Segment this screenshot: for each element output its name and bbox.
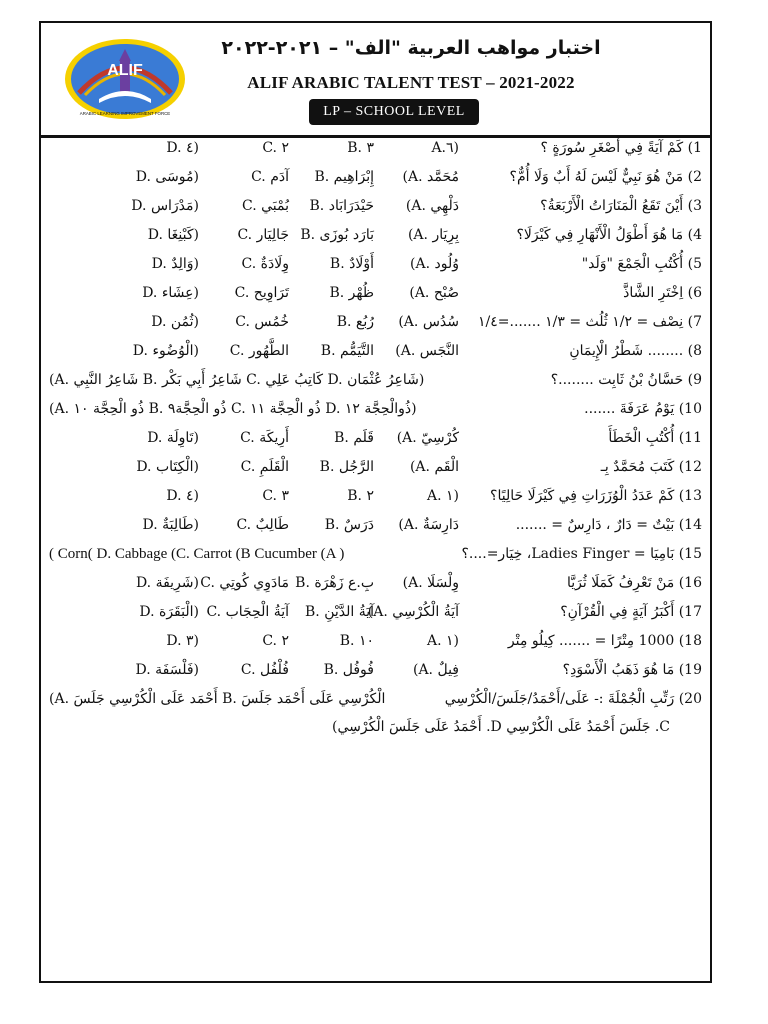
question-text: 20) رَتِّبِ الْجُمْلَةَ :- عَلَى/أَحْمَدُ/جَلَسَ/الْكُرْسِي xyxy=(444,691,702,707)
option-c: C. فُلْفُل xyxy=(240,662,289,678)
option-a: (A. وِلْسَلَا xyxy=(402,575,459,591)
option-d: D. طَالِبَةٌ) xyxy=(142,517,199,533)
option-b: B. إِبْرَاهِيم xyxy=(314,169,374,185)
level-badge: LP – SCHOOL LEVEL xyxy=(309,99,479,125)
option-b: B. قَلَم xyxy=(334,430,374,446)
option-d: D. الْوُضُوء) xyxy=(132,343,199,359)
option-d: D. شَرِيفَة) xyxy=(135,575,199,591)
question-row xyxy=(41,454,710,480)
option-b: B. الرَّجُل xyxy=(319,459,374,475)
option-b: B. التَّيَمُّم xyxy=(320,343,374,359)
question-options: (A. ذُو الْحِجَّة ١٠ B. ذُو الْحِجَّة٩ C. ذُو الْحِجَّة ١١ D. ذُوالْحِجَّة ١٢) xyxy=(49,401,417,417)
option-a: A. ١) xyxy=(426,633,459,649)
option-a: (A. آيَةُ الْكُرْسِي xyxy=(367,604,459,620)
question-row xyxy=(41,425,710,451)
option-a: (A. النَّجَس xyxy=(395,343,459,359)
option-c: C. ٢ xyxy=(262,633,289,649)
question-row xyxy=(41,599,710,625)
question-text: 4) مَا هُوَ أَطْوَلُ الْأَنْهَارِ فِي كَيْرَلَا؟ xyxy=(516,227,702,243)
option-c: C. ٢ xyxy=(262,140,289,156)
option-c: C. وِلَادَةٌ xyxy=(241,256,289,272)
option-a: (A. دَلْهِي xyxy=(405,198,459,214)
logo-text: ALIF xyxy=(107,62,143,79)
option-a: (A. وُلُود xyxy=(410,256,459,272)
option-c: C. جَالِيَار xyxy=(237,227,289,243)
question-options: (A. أَحْمَد عَلَى الْكُرْسِي جَلَسَ B. الْكُرْسِي عَلَى أَحْمَد جَلَسَ xyxy=(49,691,386,707)
option-b: B. حَيْدَرَابَاد xyxy=(309,198,374,214)
question-row xyxy=(41,193,710,219)
question-row xyxy=(41,512,710,538)
option-b: B. أَوْلَادٌ xyxy=(329,256,374,272)
option-c: C. الْقَلَمِ xyxy=(240,459,289,475)
alif-logo xyxy=(63,37,187,121)
title-arabic: اختبار مواهب العربية "الف" – ٢٠٢١-٢٠٢٢ xyxy=(221,37,601,59)
question-row xyxy=(41,251,710,277)
option-d: D. تَاوِلَة) xyxy=(147,430,199,446)
question-row xyxy=(41,657,710,683)
question-text: 15) بَامِيَا = Ladies Finger، خِيَار=....؟ xyxy=(461,546,702,562)
question-text: 10) يَوْمُ عَرَفَةَ ....... xyxy=(584,401,702,417)
option-a: (A. الْقَم xyxy=(409,459,459,475)
option-c: C. تَرَاوِيح xyxy=(234,285,289,301)
question-row xyxy=(41,541,710,567)
option-a: A. ١) xyxy=(426,488,459,504)
question-row xyxy=(41,222,710,248)
option-a: (A. فِيلٌ xyxy=(412,662,459,678)
question-row xyxy=(41,686,710,712)
logo-tagline: ARABIC LEARNING IMPROVEMENT FORCE xyxy=(79,111,171,116)
question-text: 7) نِصْف = ١/٢ ثُلُث = ١/٣ .......=١/٤ xyxy=(478,314,702,330)
option-b: B. دَرَسٌ xyxy=(324,517,374,533)
question-text: 13) كَمْ عَدَدُ الْوُزَرَاتِ فِي كَيْرَلَا حَالِيًا؟ xyxy=(490,488,702,504)
question-row xyxy=(41,396,710,422)
option-b: B. ٣ xyxy=(347,140,374,156)
option-a: (A. سُدُس xyxy=(398,314,459,330)
option-a: (A. كُرْسِيّ xyxy=(396,430,459,446)
option-d: D. عِشَاء) xyxy=(142,285,199,301)
question-text: 12) كَتَبَ مُحَمَّدٌ بِـ xyxy=(600,459,702,475)
option-b: B. بِ.ع زَهْرَة xyxy=(295,575,374,591)
question-row xyxy=(41,367,710,393)
question-text: 8) ........ شَطْرُ الْإِيمَانِ xyxy=(569,343,702,359)
title-english: ALIF ARABIC TALENT TEST – 2021-2022 xyxy=(247,73,575,92)
question-text: 19) مَا هُوَ ذَهَبُ الْأَسْوَدِ؟ xyxy=(562,662,702,678)
option-c: C. ٣ xyxy=(262,488,289,504)
test-sheet xyxy=(39,21,712,983)
question-row xyxy=(41,570,710,596)
question-row xyxy=(41,338,710,364)
question-text: 2) مَنْ هُوَ نَبِيٌّ لَيْسَ لَهُ أَبٌ وَلَا أُمٌّ؟ xyxy=(509,169,702,185)
option-c: C. مَادَوِي كُوتِي xyxy=(200,575,289,591)
question-options: (A. شَاعِرُ النَّبِي B. شَاعِرُ أَبِي بَكْر C. كَاتِبُ عَلِي D. شَاعِرُ عُثْمَان) xyxy=(49,372,425,388)
option-a: (A. بِرِيَار xyxy=(407,227,459,243)
question-row xyxy=(41,280,710,306)
question-text: 17) أَكْبَرُ آيَةٍ فِي الْقُرْآنِ؟ xyxy=(560,604,702,620)
question-text: 5) أُكْتُبِ الْجَمْعَ "وَلَد" xyxy=(581,256,702,272)
question-row xyxy=(41,628,710,654)
option-b: B. رُبُع xyxy=(336,314,374,330)
question-text: 1) كَمْ آيَةً فِي أَصْغَرِ سُورَةٍ ؟ xyxy=(540,140,702,156)
option-c: C. آدَم xyxy=(251,169,289,185)
question-options: C. جَلَسَ أَحْمَدُ عَلَى الْكُرْسِي D. أَحْمَدُ عَلَى جَلَسَ الْكُرْسِي) xyxy=(332,719,670,735)
option-c: C. الطَّهُور xyxy=(229,343,289,359)
option-d: D. ٤) xyxy=(166,140,199,156)
option-b: B. آيَةُ الدَّيْنِ xyxy=(304,604,374,620)
option-d: D. الْبَقَرَة) xyxy=(139,604,199,620)
option-b: B. ظُهْر xyxy=(329,285,374,301)
question-text: 9) حَسَّانُ بْنُ ثَابِت ........؟ xyxy=(550,372,702,388)
question-text: 11) أُكْتُبِ الْخَطَأَ xyxy=(608,430,702,446)
option-d: D. فَلْسَفَة) xyxy=(135,662,199,678)
option-b: B. ٢ xyxy=(347,488,374,504)
option-d: D. ٤) xyxy=(166,488,199,504)
option-c: C. أَرِيكَة xyxy=(240,430,289,446)
option-b: B. ١٠ xyxy=(339,633,374,649)
option-c: C. بُمْبَي xyxy=(241,198,289,214)
option-d: D. ثُمُن) xyxy=(151,314,199,330)
question-row xyxy=(41,164,710,190)
option-c: C. آيَةُ الْحِجَاب xyxy=(206,604,289,620)
option-d: D. الْكِتَاب) xyxy=(136,459,199,475)
option-b: B. بَارَد بُوزَى xyxy=(300,227,374,243)
option-a: (A. مُحَمَّد xyxy=(402,169,459,185)
option-a: (A. دَارِسَةٌ xyxy=(398,517,459,533)
question-row xyxy=(41,483,710,509)
question-text: 3) أَيْنَ تَقَعُ الْمَنَارَاتُ الْأَرْبَعَةُ؟ xyxy=(540,198,702,214)
option-d: D. مُوسَى) xyxy=(135,169,199,185)
question-text: 18) 1000 مِتْرًا = ....... كِيلُو مِتْر xyxy=(507,633,702,649)
option-a: A.٦) xyxy=(431,140,459,156)
option-c: C. خُمُس xyxy=(235,314,289,330)
question-row xyxy=(41,309,710,335)
question-text: 6) اِخْتَرِ الشَّاذَّ xyxy=(623,285,702,301)
option-a: (A. صُبْح xyxy=(409,285,459,301)
option-d: D. وَالِدٌ) xyxy=(151,256,199,272)
question-text: 16) مَنْ تَعْرِفُ كَمَلَا ثُرَيَّا xyxy=(566,575,702,591)
option-d: D. كَبْنِغَا) xyxy=(147,227,199,243)
question-row xyxy=(41,135,710,161)
question-text: 14) بَيْتٌ = دَارٌ ، دَارِسٌ = ....... xyxy=(515,517,702,533)
option-d: D. ٣) xyxy=(166,633,199,649)
header xyxy=(41,23,710,138)
option-d: D. مَدْرَاس) xyxy=(131,198,199,214)
question-options: ( Corn( D. Cabbage (C. Carrot (B Cucumber (A ) xyxy=(49,546,345,562)
option-b: B. فُوفُل xyxy=(323,662,374,678)
option-c: C. طَالِبٌ xyxy=(236,517,289,533)
